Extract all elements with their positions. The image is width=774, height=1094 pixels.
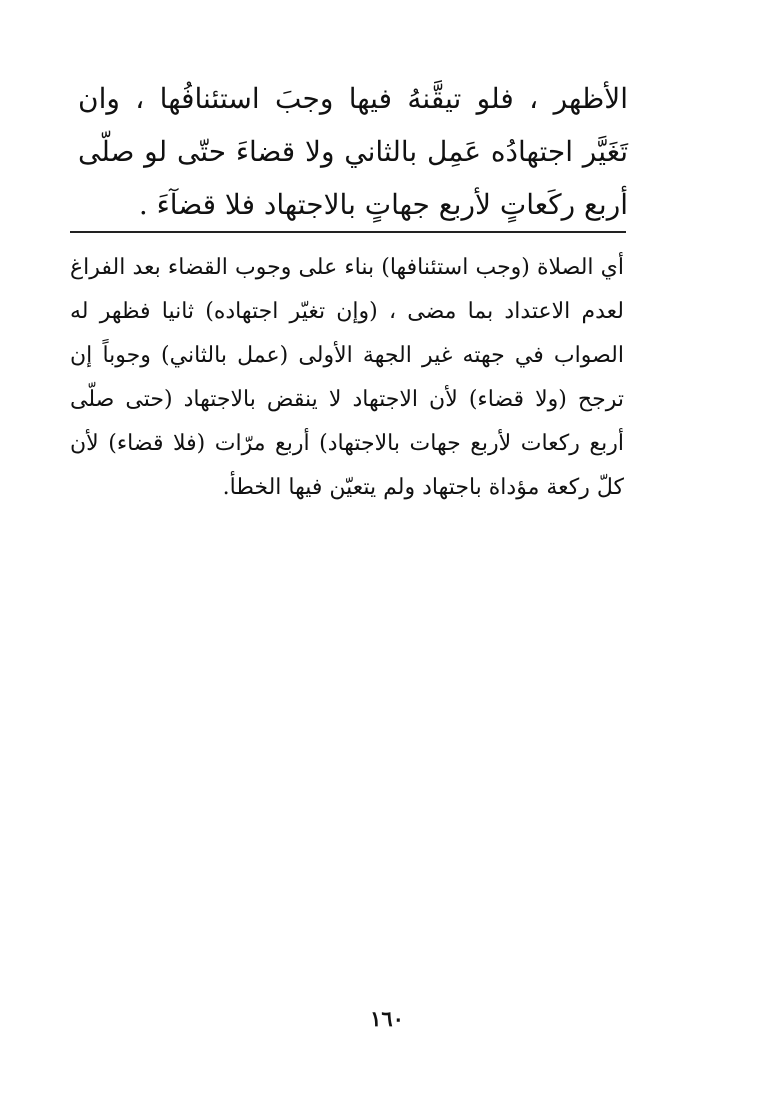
footnote-separator xyxy=(70,231,626,233)
main-paragraph: الأظهر ، فلو تيقَّنهُ فيها وجبَ استئنافُها ، وان تَغَيَّر اجتهادُه عَمِل بالثاني ولا قضاءَ حتّى لو صلّى أربع ركَعاتٍ لأربع جهاتٍ بالاجتهاد فلا قضآءَ . xyxy=(78,82,628,221)
footnote-block xyxy=(70,246,624,510)
footnote-paragraph: أي الصلاة (وجب استئنافها) بناء على وجوب القضاء بعد الفراغ لعدم الاعتداد بما مضى ، (وإن تغيّر اجتهاده) ثانيا فظهر له الصواب في جهته غير الجهة الأولى (عمل بالثاني) وجوباً إن ترجح (ولا قضاء) لأن الاجتهاد لا ينقض بالاجتهاد (حتى صلّى أربع ركعات لأربع جهات بالاجتهاد) أربع مرّات (فلا قضاء) لأن كلّ ركعة مؤداة باجتهاد ولم يتعيّن فيها الخطأ. xyxy=(70,255,624,500)
page-number: ١٦٠ xyxy=(370,1006,404,1031)
main-text-block xyxy=(78,72,628,231)
